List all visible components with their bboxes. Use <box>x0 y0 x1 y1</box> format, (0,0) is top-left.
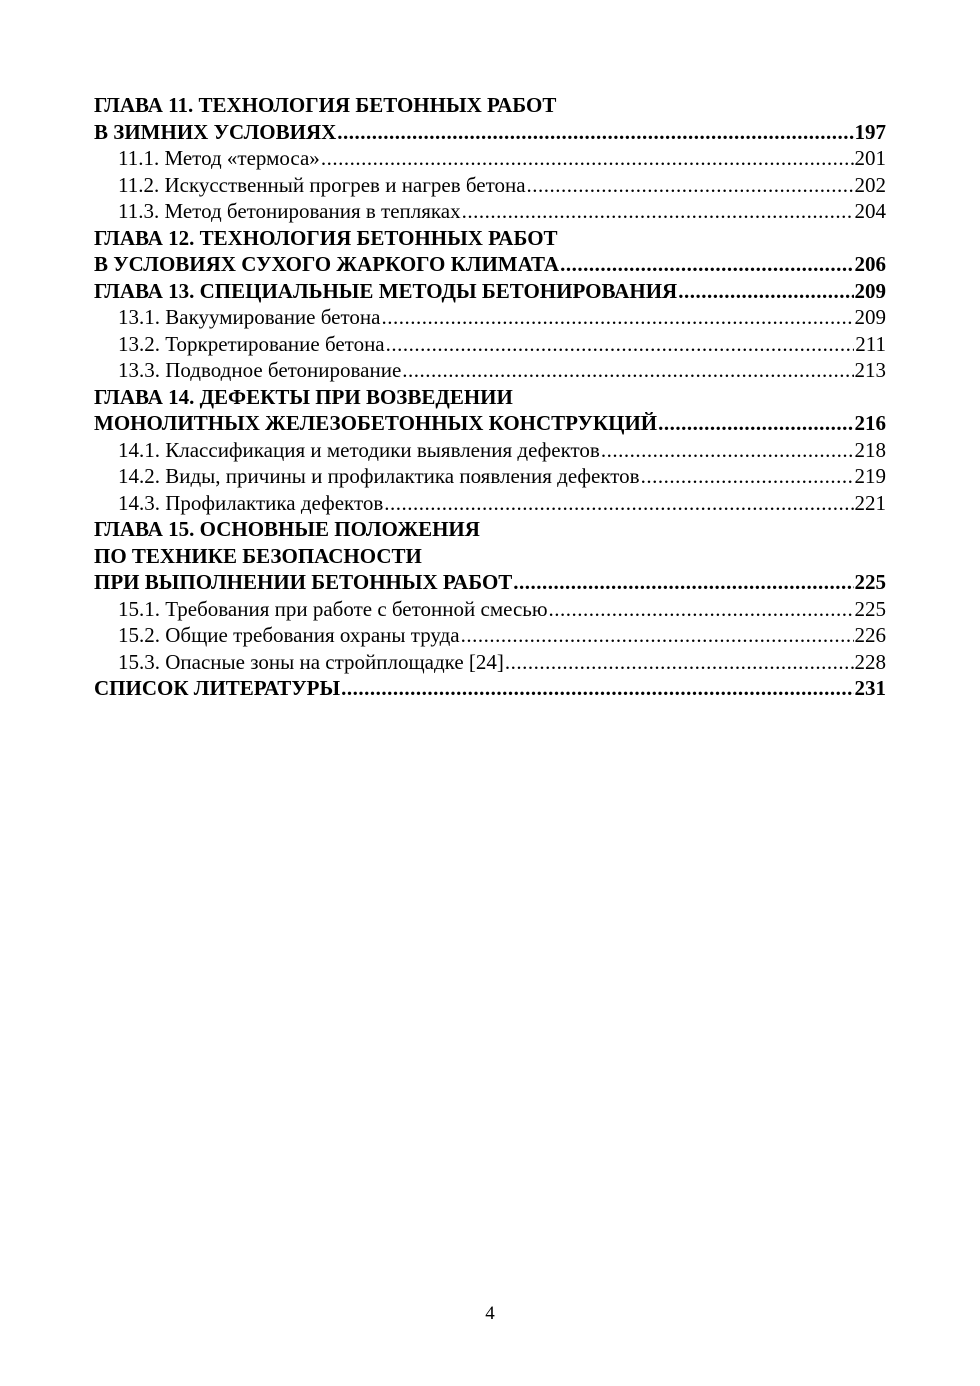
toc-section-13-2[interactable] <box>94 331 886 358</box>
toc-section-title: 11.2. Искусственный прогрев и нагрев бетона <box>118 172 526 197</box>
toc-section-15-3[interactable] <box>94 649 886 676</box>
toc-section-title: 11.3. Метод бетонирования в тепляках <box>118 199 461 223</box>
toc-page-number: 231 <box>854 676 886 700</box>
toc-section-title: 13.2. Торкретирование бетона <box>118 331 385 356</box>
toc-page-number: 218 <box>854 437 886 462</box>
dot-leader <box>461 622 854 649</box>
dot-leader <box>462 198 854 225</box>
toc-page-number: 216 <box>854 411 886 435</box>
toc-section-title: 14.1. Классификация и методики выявления дефектов <box>118 437 600 462</box>
toc-chapter-15-line-2 <box>94 543 886 570</box>
toc-chapter-title: СПИСОК ЛИТЕРАТУРЫ <box>94 676 341 700</box>
toc-section-title: 13.1. Вакуумирование бетона <box>118 305 381 329</box>
dot-leader <box>384 490 853 517</box>
toc-chapter-title: В УСЛОВИЯХ СУХОГО ЖАРКОГО КЛИМАТА <box>94 252 560 276</box>
toc-page-number: 228 <box>854 649 886 674</box>
dot-leader <box>337 119 853 146</box>
toc-chapter-14-line-1 <box>94 384 886 411</box>
dot-leader <box>386 331 855 358</box>
toc-chapter-title: ГЛАВА 15. ОСНОВНЫЕ ПОЛОЖЕНИЯ <box>94 517 480 541</box>
dot-leader <box>527 172 854 199</box>
toc-section-11-3[interactable] <box>94 198 886 225</box>
dot-leader <box>341 675 853 702</box>
toc-section-13-3[interactable] <box>94 357 886 384</box>
toc-section-title: 15.3. Опасные зоны на стройплощадке [24] <box>118 649 504 674</box>
toc-chapter-title: ПО ТЕХНИКЕ БЕЗОПАСНОСТИ <box>94 543 422 568</box>
toc-section-14-2[interactable] <box>94 463 886 490</box>
toc-chapter-13-entry[interactable] <box>94 278 886 305</box>
dot-leader <box>513 569 853 596</box>
toc-page-number: 206 <box>854 252 886 276</box>
toc-chapter-title: ПРИ ВЫПОЛНЕНИИ БЕТОННЫХ РАБОТ <box>94 570 513 594</box>
toc-page-number: 201 <box>854 146 886 170</box>
dot-leader <box>601 437 854 464</box>
toc-section-14-1[interactable] <box>94 437 886 464</box>
dot-leader <box>549 596 854 623</box>
toc-section-15-1[interactable] <box>94 596 886 623</box>
toc-chapter-14-entry[interactable] <box>94 410 886 437</box>
toc-page-number: 226 <box>854 623 886 647</box>
toc-chapter-title: В ЗИМНИХ УСЛОВИЯХ <box>94 119 337 144</box>
toc-page-number: 221 <box>854 490 886 515</box>
page-number: 4 <box>485 1303 495 1324</box>
dot-leader <box>402 357 853 384</box>
toc-page-number: 209 <box>854 278 886 303</box>
toc-page-number: 197 <box>854 119 886 144</box>
toc-section-11-2[interactable] <box>94 172 886 199</box>
toc-chapter-12-entry[interactable] <box>94 251 886 278</box>
dot-leader <box>381 304 853 331</box>
toc-chapter-title: ГЛАВА 11. ТЕХНОЛОГИЯ БЕТОННЫХ РАБОТ <box>94 93 557 117</box>
toc-chapter-15-entry[interactable] <box>94 569 886 596</box>
toc-section-title: 14.3. Профилактика дефектов <box>118 490 384 515</box>
toc-page-number: 202 <box>854 172 886 197</box>
table-of-contents <box>94 92 886 702</box>
toc-section-title: 15.1. Требования при работе с бетонной смесью <box>118 596 548 621</box>
dot-leader <box>505 649 854 676</box>
toc-section-title: 14.2. Виды, причины и профилактика появления дефектов <box>118 464 640 488</box>
toc-chapter-title: ГЛАВА 13. СПЕЦИАЛЬНЫЕ МЕТОДЫ БЕТОНИРОВАНИЯ <box>94 278 678 303</box>
toc-chapter-title: ГЛАВА 14. ДЕФЕКТЫ ПРИ ВОЗВЕДЕНИИ <box>94 384 513 409</box>
toc-page-number: 225 <box>854 596 886 621</box>
dot-leader <box>560 251 853 278</box>
toc-page-number: 211 <box>855 331 886 356</box>
toc-page-number: 209 <box>854 305 886 329</box>
dot-leader <box>658 410 853 437</box>
toc-page-number: 225 <box>854 570 886 594</box>
dot-leader <box>641 463 854 490</box>
toc-references-entry[interactable] <box>94 675 886 702</box>
toc-page-number: 213 <box>854 358 886 382</box>
toc-section-title: 15.2. Общие требования охраны труда <box>118 623 460 647</box>
toc-chapter-15-line-1 <box>94 516 886 543</box>
toc-chapter-12-line-1 <box>94 225 886 252</box>
dot-leader <box>321 145 854 172</box>
toc-section-title: 13.3. Подводное бетонирование <box>118 358 402 382</box>
toc-section-11-1[interactable] <box>94 145 886 172</box>
toc-section-13-1[interactable] <box>94 304 886 331</box>
toc-page-number: 219 <box>854 464 886 488</box>
toc-page-number: 204 <box>854 199 886 223</box>
toc-section-15-2[interactable] <box>94 622 886 649</box>
toc-section-14-3[interactable] <box>94 490 886 517</box>
toc-chapter-11-entry[interactable] <box>94 119 886 146</box>
toc-chapter-11-line-1 <box>94 92 886 119</box>
toc-section-title: 11.1. Метод «термоса» <box>118 146 320 170</box>
toc-chapter-title: МОНОЛИТНЫХ ЖЕЛЕЗОБЕТОННЫХ КОНСТРУКЦИЙ <box>94 411 658 435</box>
toc-chapter-title: ГЛАВА 12. ТЕХНОЛОГИЯ БЕТОННЫХ РАБОТ <box>94 225 558 250</box>
dot-leader <box>678 278 853 305</box>
